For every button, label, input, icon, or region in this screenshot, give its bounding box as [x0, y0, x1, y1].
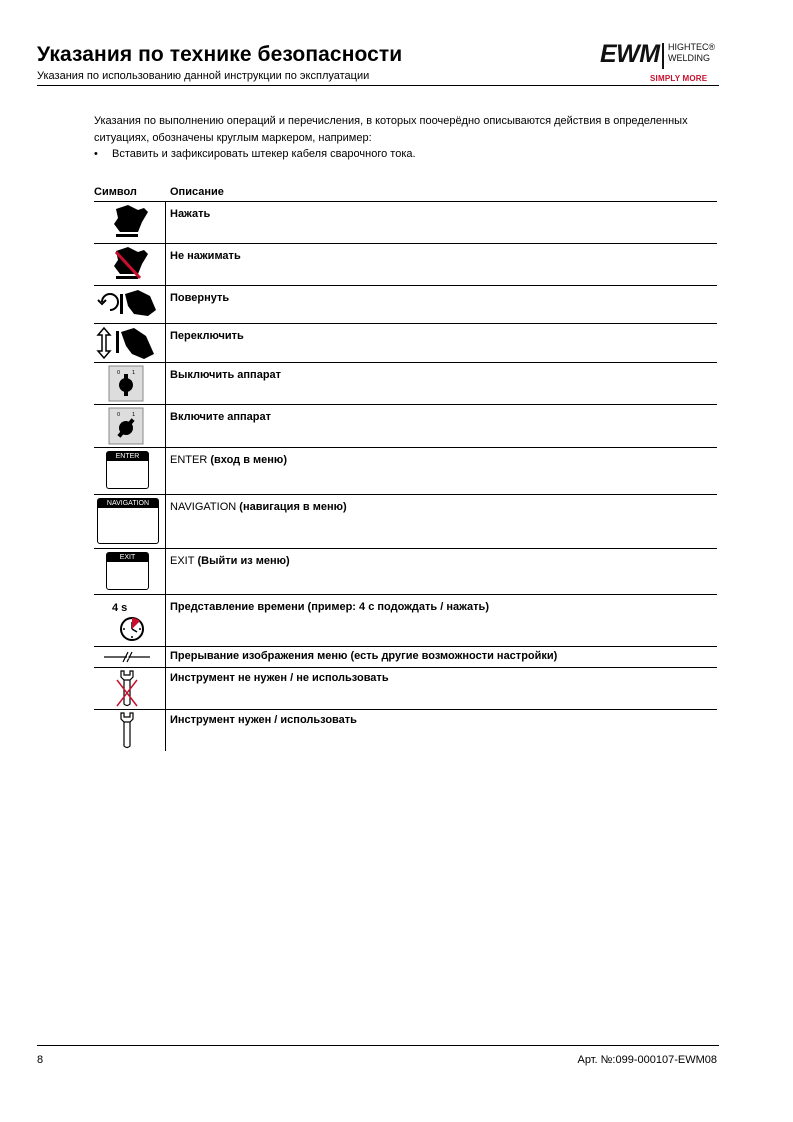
switch-on-icon	[94, 405, 165, 447]
row-label-rest: (вход в меню)	[207, 454, 287, 466]
row-label: Повернуть	[170, 292, 230, 304]
logo-hightec	[668, 42, 715, 64]
page-number: 8	[37, 1054, 44, 1066]
row-label	[170, 555, 290, 567]
switch-off-icon	[94, 363, 165, 404]
row-label: Переключить	[170, 330, 244, 342]
enter-key-frame	[106, 451, 149, 489]
ewm-logo	[600, 38, 720, 86]
enter-key-label: ENTER	[107, 452, 148, 461]
row-label: Не нажимать	[170, 250, 241, 262]
switch-hand-icon	[94, 324, 165, 362]
row-label: Инструмент не нужен / не использовать	[170, 672, 389, 684]
page-subtitle: Указания по использованию данной инструкции по эксплуатации	[37, 70, 370, 82]
row-label-rest: (Выйти из меню)	[194, 555, 290, 567]
logo-brand: EWM	[600, 40, 660, 68]
table-row	[94, 323, 717, 362]
table-row	[94, 243, 717, 285]
svg-text:1: 1	[132, 370, 136, 376]
row-label-key: NAVIGATION	[170, 501, 237, 513]
svg-text:1: 1	[132, 412, 136, 418]
intro-bullet	[94, 148, 416, 160]
bullet-text: Вставить и зафиксировать штекер кабеля сварочного тока.	[112, 148, 416, 160]
timer-icon	[94, 595, 165, 646]
table-row	[94, 548, 717, 594]
bullet-dot: •	[94, 148, 98, 160]
table-header	[94, 185, 717, 201]
row-label	[170, 454, 287, 466]
table-row	[94, 201, 717, 243]
navigation-key-icon	[94, 495, 165, 548]
row-label: Представление времени (пример: 4 с подождать / нажать)	[170, 601, 489, 613]
table-row	[94, 285, 717, 323]
article-number: Арт. №:099-000107-EWM08	[577, 1054, 717, 1066]
table-row	[94, 362, 717, 404]
table-row	[94, 494, 717, 548]
table-row	[94, 447, 717, 494]
header-description: Описание	[170, 186, 224, 198]
tool-not-needed-icon	[94, 668, 165, 709]
row-label: Нажать	[170, 208, 211, 220]
row-label: Инструмент нужен / использовать	[170, 714, 357, 726]
row-label: Выключить аппарат	[170, 369, 282, 381]
row-label: Включите аппарат	[170, 411, 272, 423]
row-label-key: EXIT	[170, 555, 195, 567]
exit-key-frame	[106, 552, 149, 590]
row-label-key: ENTER	[170, 454, 208, 466]
rotate-hand-icon	[94, 286, 165, 323]
row-label	[170, 501, 347, 513]
table-row	[94, 646, 717, 667]
exit-key-icon	[94, 549, 165, 594]
logo-divider	[662, 43, 664, 69]
page-title: Указания по технике безопасности	[37, 43, 403, 66]
table-row	[94, 594, 717, 646]
table-row	[94, 404, 717, 447]
table-row	[94, 709, 717, 751]
exit-key-label: EXIT	[107, 553, 148, 562]
logo-tagline: SIMPLY MORE	[650, 74, 708, 83]
timer-label: 4 s	[112, 602, 128, 614]
tool-needed-icon	[94, 710, 165, 751]
interrupt-icon	[94, 647, 165, 667]
enter-key-icon	[94, 448, 165, 494]
do-not-press-icon	[94, 244, 165, 285]
svg-text:0: 0	[117, 370, 121, 376]
press-hand-icon	[94, 202, 165, 243]
svg-text:0: 0	[117, 412, 121, 418]
navigation-key-frame	[97, 498, 159, 544]
navigation-key-label: NAVIGATION	[98, 499, 158, 508]
logo-line1: HIGHTEC®	[668, 42, 716, 52]
header-symbol: Символ	[94, 186, 137, 198]
table-row	[94, 667, 717, 709]
row-label: Прерывание изображения меню (есть другие возможности настройки)	[170, 650, 558, 662]
footer-rule	[37, 1045, 719, 1046]
row-label-rest: (навигация в меню)	[236, 501, 347, 513]
symbols-table	[94, 185, 717, 751]
logo-line2: WELDING	[668, 53, 711, 63]
intro-text: Указания по выполнению операций и перечисления, в которых поочерёдно описываются действия в определенных ситуациях, обозначены круглым маркером, например:	[94, 115, 688, 144]
